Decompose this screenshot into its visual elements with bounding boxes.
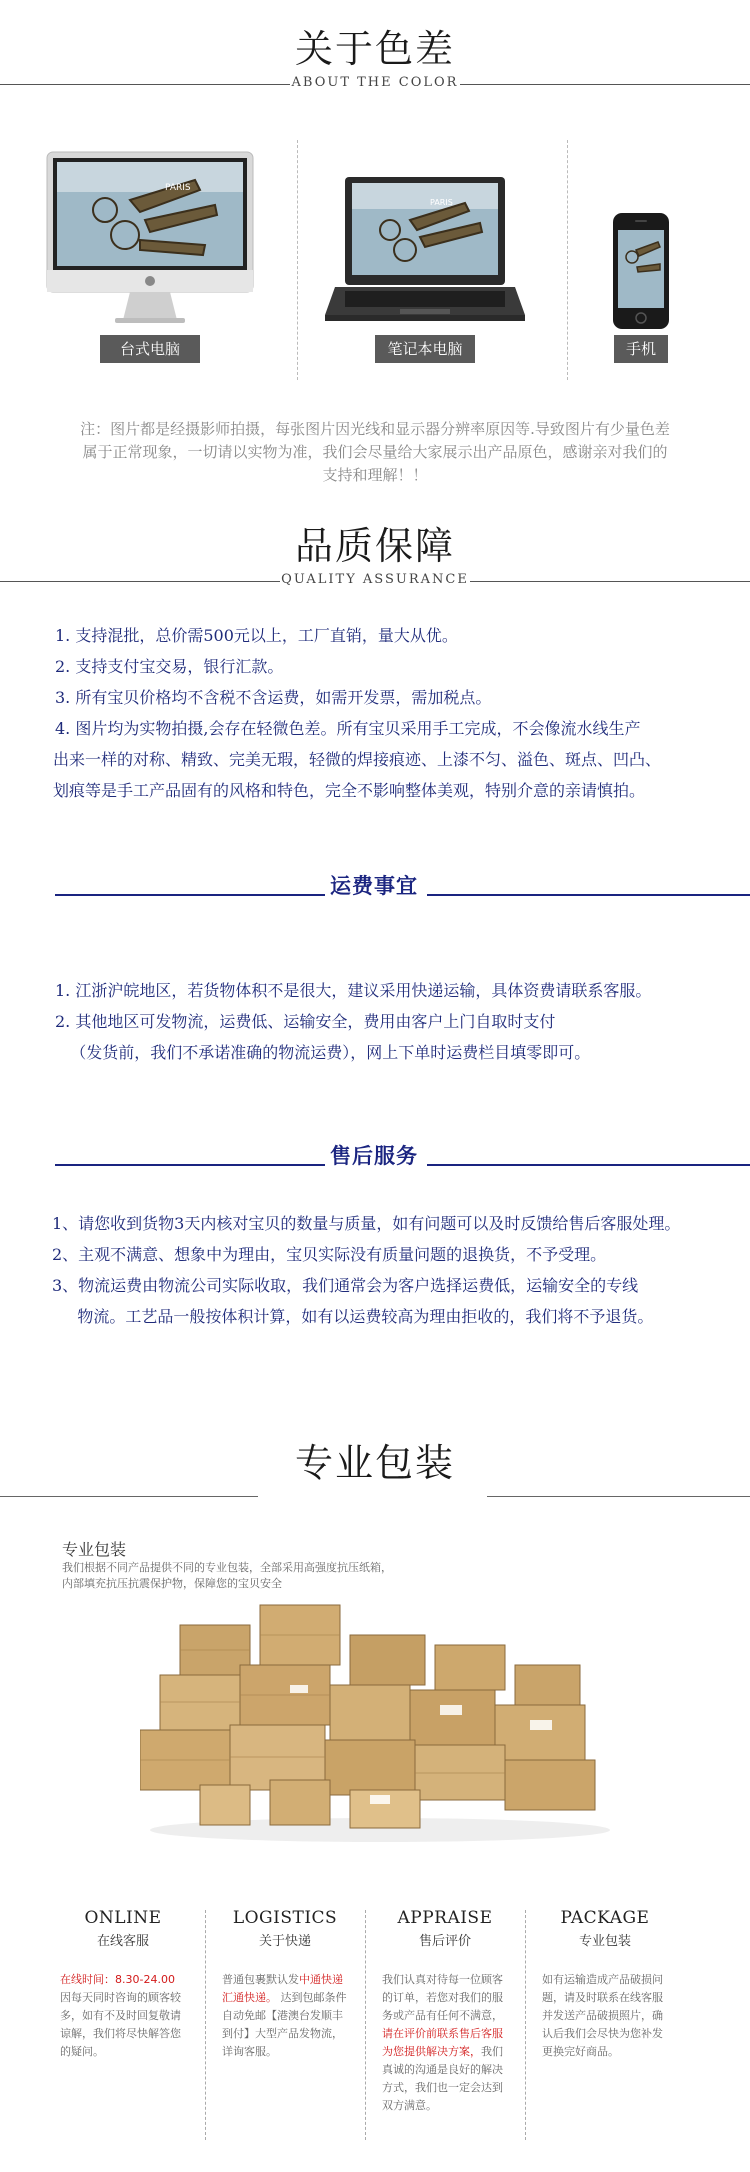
service-online bbox=[48, 1908, 198, 2061]
divider-line bbox=[0, 1496, 258, 1497]
service-cn-title: 专业包装 bbox=[578, 1934, 631, 1949]
service-body-prefix: 我们认真对待每一位顾客的订单，若您对我们的服务或产品有任何不满意， bbox=[382, 1973, 503, 2022]
service-body: 我们真诚的沟通是良好的解决方式，我们也一定会达到双方满意。 bbox=[382, 2045, 503, 2112]
aftersale-list bbox=[52, 1208, 750, 1332]
svg-text:PARIS: PARIS bbox=[165, 183, 191, 193]
service-package bbox=[530, 1908, 680, 2061]
service-cn-title: 在线客服 bbox=[96, 1934, 149, 1949]
service-cn-title: 售后评价 bbox=[418, 1934, 471, 1949]
laptop-illustration bbox=[325, 175, 525, 330]
list-item: （发货前，我们不承诺准确的物流运费），网上下单时运费栏目填零即可。 bbox=[55, 1043, 591, 1062]
service-text bbox=[210, 1971, 360, 2061]
divider-line bbox=[427, 894, 750, 896]
packaging-description bbox=[62, 1560, 392, 1592]
aftersale-title-row bbox=[55, 1140, 750, 1170]
divider-line bbox=[55, 894, 325, 896]
note-line: 支持和理解！！ bbox=[322, 466, 428, 484]
list-item: 1. 江浙沪皖地区，若货物体积不是很大，建议采用快递运输，具体资费请联系客服。 bbox=[55, 981, 652, 1000]
list-item: 1. 支持混批，总价需500元以上，工厂直销，量大从优。 bbox=[55, 626, 458, 645]
divider-dashed bbox=[297, 140, 298, 380]
service-en-title: APPRAISE bbox=[397, 1908, 493, 1928]
shipping-title-row bbox=[55, 870, 750, 900]
service-highlight: 中通快递汇通快递。 bbox=[222, 1973, 343, 2004]
list-item: 1、请您收到货物3天内核对宝贝的数量与质量，如有问题可以及时反馈给售后客服处理。 bbox=[52, 1214, 681, 1233]
device-label-laptop: 笔记本电脑 bbox=[375, 335, 475, 363]
service-logistics bbox=[210, 1908, 360, 2061]
service-highlight: 请在评价前联系售后客服为您提供解决方案， bbox=[382, 2027, 503, 2058]
list-item: 4. 图片均为实物拍摄,会存在轻微色差。所有宝贝采用手工完成，不会像流水线生产 bbox=[55, 719, 641, 738]
list-item: 2. 其他地区可发物流，运费低、运输安全，费用由客户上门自取时支付 bbox=[55, 1012, 556, 1031]
packaging-subtitle: 专业包装 bbox=[62, 1540, 127, 1559]
service-highlight: 在线时间：8.30-24.00 bbox=[60, 1973, 175, 1986]
note-line: 注：图片都是经摄影师拍摄，每张图片因光线和显示器分辨率原因等.导致图片有少量色差 bbox=[80, 420, 670, 438]
service-body: 达到包邮条件自动免邮【港澳台发顺丰到付】大型产品发物流，详询客服。 bbox=[222, 1991, 347, 2058]
divider-line bbox=[55, 1164, 325, 1166]
quality-list bbox=[55, 620, 745, 806]
phone-illustration bbox=[612, 212, 670, 330]
color-section-subtitle: ABOUT THE COLOR bbox=[291, 75, 459, 90]
color-section-header bbox=[0, 18, 750, 93]
device-label-phone: 手机 bbox=[614, 335, 668, 363]
divider-dashed bbox=[205, 1910, 206, 2140]
list-item: 2. 支持支付宝交易，银行汇款。 bbox=[55, 657, 284, 676]
service-cn-title: 关于快递 bbox=[258, 1934, 311, 1949]
description-line: 我们根据不同产品提供不同的专业包装，全部采用高强度抗压纸箱， bbox=[62, 1561, 392, 1574]
service-en-title: LOGISTICS bbox=[232, 1908, 338, 1928]
cardboard-boxes-illustration bbox=[140, 1595, 610, 1845]
service-body-prefix: 普通包裹默认发 bbox=[222, 1973, 299, 1986]
note-line: 属于正常现象，一切请以实物为准，我们会尽量给大家展示出产品原色，感谢亲对我们的 bbox=[82, 443, 668, 461]
service-appraise bbox=[370, 1908, 520, 2115]
service-text bbox=[370, 1971, 520, 2115]
device-label-desktop: 台式电脑 bbox=[100, 335, 200, 363]
divider-dashed bbox=[525, 1910, 526, 2140]
list-item: 出来一样的对称、精致、完美无瑕，轻微的焊接痕迹、上漆不匀、溢色、斑点、凹凸、 bbox=[53, 750, 662, 769]
divider-line bbox=[427, 1164, 750, 1166]
service-body: 如有运输造成产品破损问题，请及时联系在线客服并发送产品破损照片，确认后我们会尽快为您补发更换完好商品。 bbox=[542, 1973, 663, 2058]
desktop-illustration bbox=[45, 150, 255, 330]
svg-text:PARIS: PARIS bbox=[430, 198, 453, 207]
description-line: 内部填充抗压抗震保护物，保障您的宝贝安全 bbox=[62, 1577, 282, 1590]
quality-section-header bbox=[0, 515, 750, 590]
list-item: 划痕等是手工产品固有的风格和特色，完全不影响整体美观，特别介意的亲请慎拍。 bbox=[53, 781, 646, 800]
aftersale-title: 售后服务 bbox=[330, 1144, 418, 1168]
quality-section-subtitle: QUALITY ASSURANCE bbox=[281, 572, 469, 587]
service-body: 因每天同时咨询的顾客较多，如有不及时回复敬请谅解，我们将尽快解答您的疑问。 bbox=[60, 1991, 181, 2058]
divider-dashed bbox=[567, 140, 568, 380]
list-item: 2、主观不满意、想象中为理由，宝贝实际没有质量问题的退换货，不予受理。 bbox=[52, 1245, 607, 1264]
service-en-title: PACKAGE bbox=[560, 1908, 650, 1928]
service-text bbox=[530, 1971, 680, 2061]
divider-dashed bbox=[365, 1910, 366, 2140]
color-section-title: 关于色差 bbox=[294, 27, 455, 71]
list-item: 3. 所有宝贝价格均不含税不含运费，如需开发票，需加税点。 bbox=[55, 688, 492, 707]
shipping-title: 运费事宜 bbox=[330, 874, 418, 898]
list-item: 3、物流运费由物流公司实际收取，我们通常会为客户选择运费低，运输安全的专线 bbox=[52, 1276, 639, 1295]
packaging-title: 专业包装 bbox=[294, 1441, 455, 1485]
list-item: 物流。工艺品一般按体积计算，如有以运费较高为理由拒收的，我们将不予退货。 bbox=[52, 1307, 654, 1326]
divider-line bbox=[487, 1496, 750, 1497]
service-text bbox=[48, 1971, 198, 2061]
quality-section-title: 品质保障 bbox=[294, 524, 455, 568]
service-en-title: ONLINE bbox=[84, 1908, 162, 1928]
color-note bbox=[50, 418, 700, 487]
shipping-list bbox=[55, 975, 750, 1068]
